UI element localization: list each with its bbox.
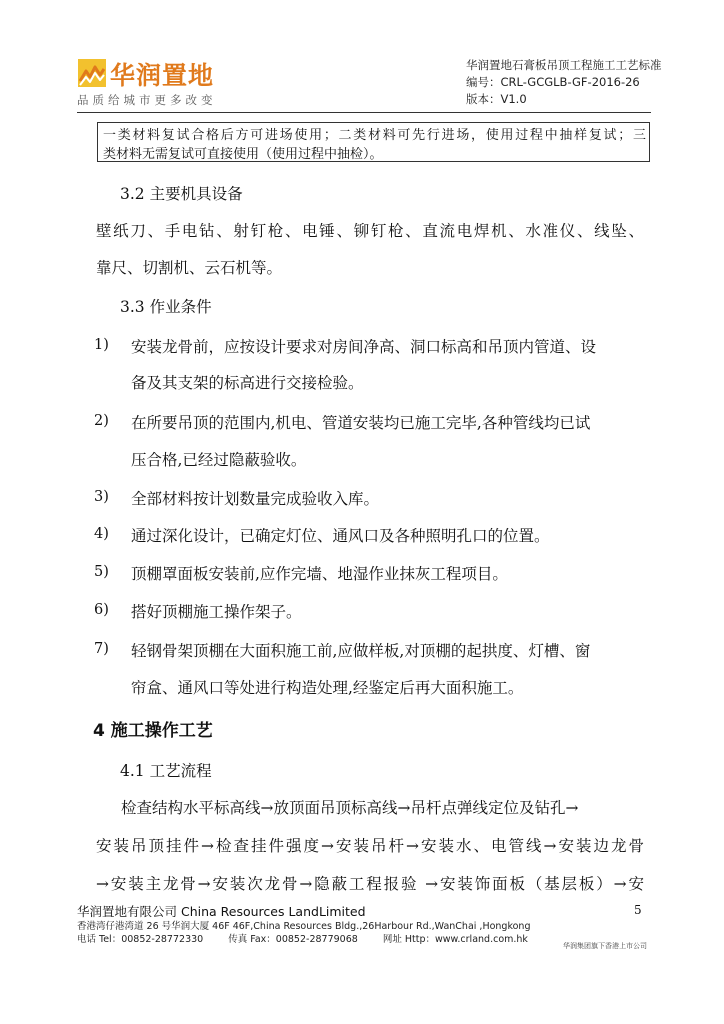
item-number: 2)	[94, 413, 109, 429]
footer-company: 华润置地有限公司 China Resources LandLimited	[77, 904, 366, 919]
condition-item-4: 通过深化设计，已确定灯位、通风口及各种照明孔口的位置。	[131, 527, 550, 545]
footer-fax: 传真 Fax：00852-28779068	[228, 934, 358, 945]
condition-item-3: 全部材料按计划数量完成验收入库。	[131, 490, 380, 508]
footer-web: 网址 Http：www.crland.com.hk	[382, 934, 528, 945]
process-flow-line-2: 安装吊顶挂件→检查挂件强度→安装吊杆→安装水、电管线→安装边龙骨	[96, 837, 644, 855]
process-flow-line-1: 检查结构水平标高线→放顶面吊顶标高线→吊杆点弹线定位及钻孔→	[121, 799, 579, 817]
section-4-heading: 4 施工操作工艺	[93, 721, 213, 741]
footer-contact	[77, 931, 550, 945]
section-3-2-line-1: 壁纸刀、手电钻、射钉枪、电锤、铆钉枪、直流电焊机、水准仪、线坠、	[96, 222, 644, 240]
item-number: 3)	[94, 489, 109, 505]
note-line-1: 一类材料复试合格后方可进场使用；二类材料可先行进场，使用过程中抽样复试；三	[103, 128, 646, 143]
header-divider	[77, 112, 651, 113]
item-number: 4)	[94, 526, 109, 542]
condition-item-1-line-1: 安装龙骨前，应按设计要求对房间净高、洞口标高和吊顶内管道、设	[131, 338, 597, 356]
footer-listing-note: 华润集团旗下香港上市公司	[563, 942, 647, 950]
company-logo-text: 华润置地	[110, 61, 215, 90]
item-number: 5)	[94, 564, 109, 580]
section-3-3-heading: 3.3 作业条件	[120, 298, 212, 316]
process-flow-line-3: →安装主龙骨→安装次龙骨→隐蔽工程报验 →安装饰面板（基层板）→安	[96, 875, 644, 893]
item-number: 6)	[94, 602, 109, 618]
section-4-1-heading: 4.1 工艺流程	[120, 762, 212, 780]
condition-item-2-line-2: 压合格,已经过隐蔽验收。	[131, 451, 307, 469]
condition-item-5: 顶棚罩面板安装前,应作完墙、地湿作业抹灰工程项目。	[131, 565, 508, 583]
condition-item-7-line-2: 帘盒、通风口等处进行构造处理,经鉴定后再大面积施工。	[131, 679, 524, 697]
condition-item-6: 搭好顶棚施工操作架子。	[131, 603, 302, 621]
company-slogan: 品质给城市更多改变	[77, 93, 217, 107]
footer-address: 香港湾仔港湾道 26 号华润大厦 46F 46F,China Resources Bldg.,26Harbour Rd.,WanChai ,Hongkong	[77, 921, 531, 932]
item-number: 7)	[94, 641, 109, 657]
item-number: 1)	[94, 337, 109, 353]
condition-item-2-line-1: 在所要吊顶的范围内,机电、管道安装均已施工完毕,各种管线均已试	[131, 414, 591, 432]
condition-item-7-line-1: 轻钢骨架顶棚在大面积施工前,应做样板,对顶棚的起拱度、灯槽、窗	[131, 642, 591, 660]
doc-number: 编号：CRL-GCGLB-GF-2016-26	[466, 75, 640, 89]
section-3-2-heading: 3.2 主要机具设备	[120, 185, 243, 203]
section-3-2-line-2: 靠尺、切割机、云石机等。	[96, 259, 283, 277]
doc-title: 华润置地石膏板吊顶工程施工工艺标准	[466, 58, 662, 72]
note-line-2: 类材料无需复试可直接使用（使用过程中抽检）。	[103, 147, 383, 162]
crland-logo-icon	[78, 59, 106, 87]
doc-version: 版本：V1.0	[466, 92, 527, 106]
material-retest-note	[97, 122, 650, 162]
page-number: 5	[634, 903, 642, 917]
condition-item-1-line-2: 备及其支架的标高进行交接检验。	[131, 374, 364, 392]
footer-tel: 电话 Tel：00852-28772330	[77, 934, 204, 945]
